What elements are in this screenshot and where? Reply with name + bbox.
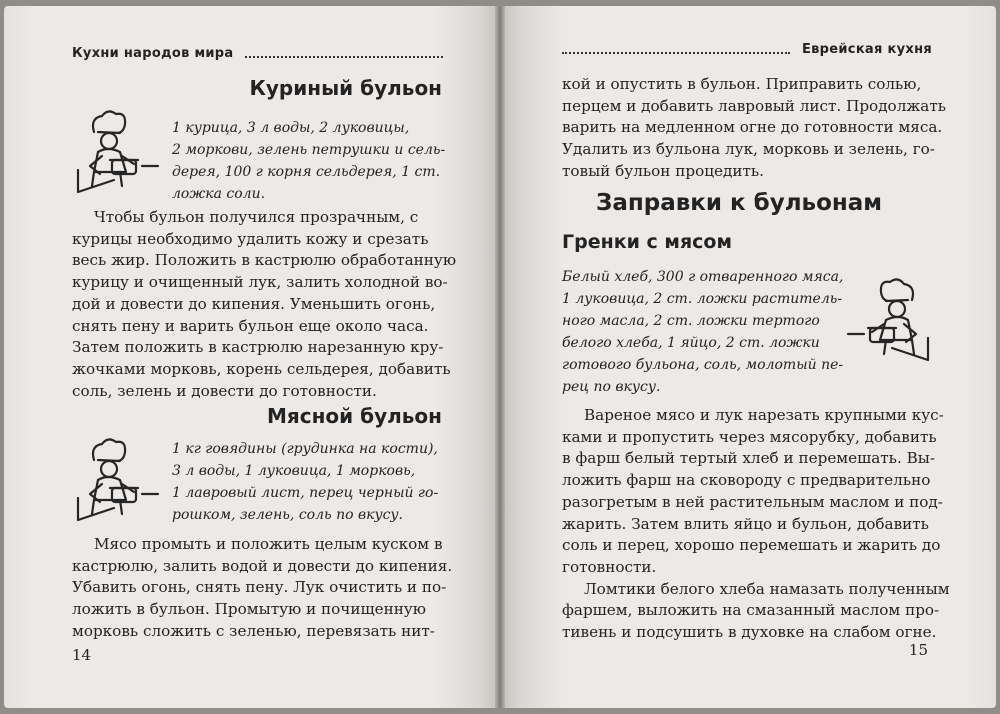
body-line: курицу и очищенный лук, залить холодной во- bbox=[72, 273, 448, 292]
body-line: в фарш белый тертый хлеб и перемешать. Вы- bbox=[562, 449, 935, 468]
body-line: жочками морковь, корень сельдерея, добавить bbox=[72, 359, 451, 378]
method-chicken-broth bbox=[72, 207, 456, 402]
body-line: кастрюлю, залить водой и довести до кипения. bbox=[72, 556, 453, 575]
page-number-left: 14 bbox=[72, 646, 92, 664]
body-line: ложить в бульон. Промытую и почищенную bbox=[72, 600, 426, 619]
body-line: соль и перец, хорошо перемешать и жарить до bbox=[562, 536, 941, 555]
body-line: морковь сложить с зеленью, перевязать нит- bbox=[72, 621, 435, 640]
ingredient-line: 1 лавровый лист, перец черный го- bbox=[172, 485, 439, 501]
body-line: перцем и добавить лавровый лист. Продолжать bbox=[562, 96, 947, 115]
ingredient-line: 1 луковица, 2 ст. ложки раститель- bbox=[562, 291, 843, 307]
running-head-dots-left bbox=[245, 56, 443, 58]
running-head-dots-right bbox=[562, 52, 790, 54]
ingredients-chicken-broth bbox=[172, 117, 445, 205]
method-croutons-with-meat bbox=[562, 405, 950, 644]
body-line: Убавить огонь, снять пену. Лук очистить и по- bbox=[72, 578, 447, 597]
body-line: варить на медленном огне до готовности мяса. bbox=[562, 118, 943, 137]
ingredient-line: дерея, 100 г корня сельдерея, 1 ст. bbox=[172, 164, 441, 180]
ingredients-croutons-with-meat bbox=[562, 266, 843, 398]
ingredient-line: рец по вкусу. bbox=[562, 379, 661, 395]
body-line: курицы необходимо удалить кожу и срезать bbox=[72, 229, 429, 248]
recipe-title-croutons-with-meat: Гренки с мясом bbox=[562, 231, 732, 253]
ingredients-meat-broth bbox=[172, 438, 438, 526]
body-line: снять пену и варить бульон еще около часа. bbox=[72, 316, 429, 335]
ingredient-line: ного масла, 2 ст. ложки тертого bbox=[562, 313, 820, 329]
body-line: дой и довести до кипения. Уменьшить огонь, bbox=[72, 294, 436, 313]
chef-cooking-icon bbox=[72, 436, 160, 522]
recipe-title-chicken-broth: Куриный бульон bbox=[249, 76, 442, 100]
running-head-left: Кухни народов мира bbox=[72, 46, 234, 61]
body-line: жарить. Затем влить яйцо и бульон, добавить bbox=[562, 514, 929, 533]
method-meat-broth bbox=[72, 534, 452, 643]
ingredient-line: 3 л воды, 1 луковица, 1 морковь, bbox=[172, 463, 416, 479]
ingredient-line: 2 моркови, зелень петрушки и сель- bbox=[172, 142, 446, 158]
body-line: Чтобы бульон получился прозрачным, с bbox=[94, 208, 419, 226]
recipe-title-meat-broth: Мясной бульон bbox=[267, 404, 442, 428]
body-line: Мясо промыть и положить целым куском в bbox=[94, 535, 443, 553]
body-line: ками и пропустить через мясорубку, добавить bbox=[562, 427, 937, 446]
book-spine bbox=[495, 6, 505, 708]
ingredient-line: 1 курица, 3 л воды, 2 луковицы, bbox=[172, 120, 410, 136]
page-number-right: 15 bbox=[908, 641, 928, 659]
body-line: фаршем, выложить на смазанный маслом про- bbox=[562, 601, 940, 620]
ingredient-line: белого хлеба, 1 яйцо, 2 ст. ложки bbox=[562, 335, 820, 351]
body-line: Вареное мясо и лук нарезать крупными кус- bbox=[584, 406, 944, 424]
body-line: Удалить из бульона лук, морковь и зелень, го- bbox=[562, 140, 935, 159]
body-line: соль, зелень и довести до готовности. bbox=[72, 381, 377, 400]
body-line: Ломтики белого хлеба намазать полученным bbox=[584, 579, 950, 598]
section-title-broth-toppings: Заправки к бульонам bbox=[596, 190, 883, 216]
ingredient-line: готового бульона, соль, молотый пе- bbox=[562, 357, 844, 373]
ingredient-line: ложка соли. bbox=[172, 186, 266, 202]
body-line: весь жир. Положить в кастрюлю обработанную bbox=[72, 251, 457, 270]
method-meat-broth-continued bbox=[562, 74, 946, 183]
body-line: готовности. bbox=[562, 557, 657, 576]
body-line: товый бульон процедить. bbox=[562, 161, 764, 180]
body-line: разогретым в ней растительным маслом и под- bbox=[562, 492, 943, 511]
ingredient-line: рошком, зелень, соль по вкусу. bbox=[172, 507, 404, 523]
body-line: Затем положить в кастрюлю нарезанную кру- bbox=[72, 338, 444, 357]
body-line: тивень и подсушить в духовке на слабом огне. bbox=[562, 623, 937, 642]
body-line: кой и опустить в бульон. Приправить солью, bbox=[562, 75, 922, 93]
body-line: ложить фарш на сковороду с предварительно bbox=[562, 471, 931, 490]
chef-cooking-icon bbox=[72, 108, 160, 194]
chef-cooking-icon bbox=[846, 276, 934, 362]
ingredient-line: 1 кг говядины (грудинка на кости), bbox=[172, 441, 438, 457]
ingredient-line: Белый хлеб, 300 г отваренного мяса, bbox=[562, 269, 844, 285]
running-head-right: Еврейская кухня bbox=[801, 42, 932, 57]
